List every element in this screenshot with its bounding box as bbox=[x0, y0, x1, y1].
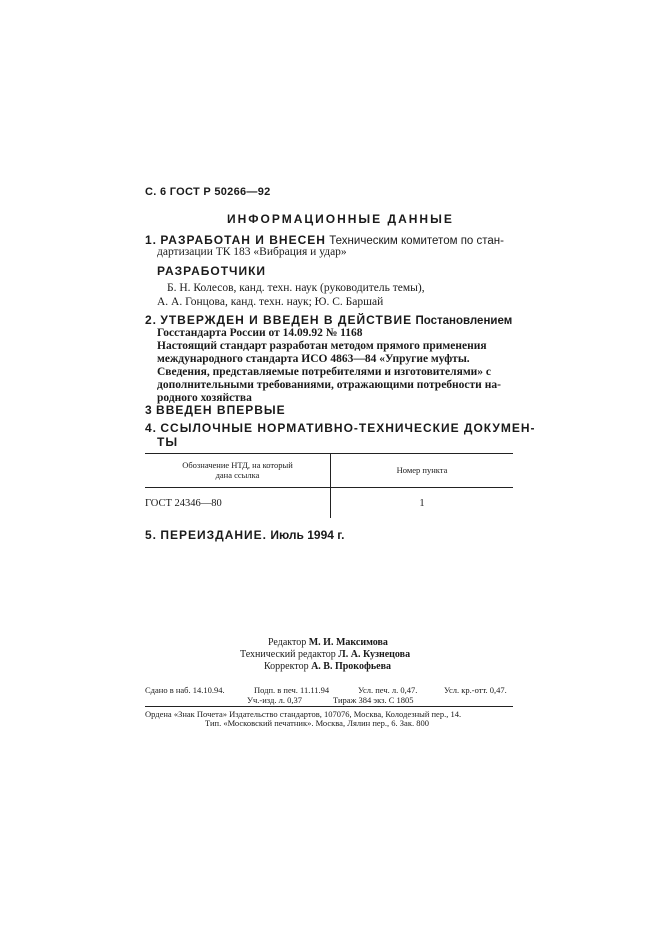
publisher-line-2: Тип. «Московский печатник». Москва, Лялин пер., 6. Зак. 800 bbox=[205, 718, 429, 728]
section-3-number: 3 bbox=[145, 403, 153, 417]
imprint-signed: Подп. в печ. 11.11.94 bbox=[254, 685, 330, 695]
imprint-print-sheets: Усл. печ. л. 0,47. bbox=[358, 685, 418, 695]
section-1-number: 1. bbox=[145, 233, 158, 247]
table-row bbox=[145, 488, 513, 519]
section-1-text: Техническим комитетом по стан- bbox=[329, 235, 504, 247]
imprint-run: Тираж 384 экз. С 1805 bbox=[333, 695, 414, 705]
editor-name: М. И. Максимова bbox=[308, 637, 388, 648]
section-4-line-2: ТЫ bbox=[157, 435, 179, 449]
table-header-document bbox=[145, 454, 331, 488]
publisher-line-1: Ордена «Знак Почета» Издательство стандартов, 107076, Москва, Колодезный пер., 14. bbox=[145, 709, 462, 719]
section-4-label: ССЫЛОЧНЫЕ НОРМАТИВНО-ТЕХНИЧЕСКИЕ ДОКУМЕН- bbox=[160, 421, 536, 435]
section-3-label: ВВЕДЕН ВПЕРВЫЕ bbox=[156, 403, 286, 417]
developers-heading: РАЗРАБОТЧИКИ bbox=[157, 264, 267, 278]
section-4-line-1 bbox=[145, 421, 536, 435]
table-header-document-line-2: дана ссылка bbox=[215, 469, 260, 480]
table-header-document-line-1: Обозначение НТД, на который bbox=[182, 459, 293, 470]
section-1-line-2: дартизации ТК 183 «Вибрация и удар» bbox=[157, 246, 347, 258]
section-2-line-3: Настоящий стандарт разработан методом прямого применения bbox=[157, 340, 487, 352]
document-title: ИНФОРМАЦИОННЫЕ ДАННЫЕ bbox=[227, 212, 454, 226]
section-2-line-5: Сведения, представляемые потребителями и изготовителями» с bbox=[157, 366, 492, 378]
editor-line bbox=[268, 637, 388, 648]
section-2-number: 2. bbox=[145, 313, 158, 327]
page-header: С. 6 ГОСТ Р 50266—92 bbox=[145, 186, 271, 198]
developers-line-1: Б. Н. Колесов, канд. техн. наук (руководитель темы), bbox=[167, 282, 425, 294]
corrector-line bbox=[264, 661, 391, 672]
reference-documents-table bbox=[145, 453, 513, 518]
technical-editor-role: Технический редактор bbox=[240, 649, 336, 660]
corrector-role: Корректор bbox=[264, 661, 309, 672]
technical-editor-name: Л. А. Кузнецова bbox=[338, 649, 411, 660]
imprint-divider bbox=[145, 706, 513, 707]
table-header-row bbox=[145, 454, 513, 488]
section-2-line-6: дополнительными требованиями, отражающими потребности на- bbox=[157, 379, 501, 391]
imprint-edit-sheets: Уч.-изд. л. 0,37 bbox=[247, 695, 302, 705]
technical-editor-line bbox=[240, 649, 410, 660]
section-2-line-7: родного хозяйства bbox=[157, 392, 252, 404]
section-4-number: 4. bbox=[145, 421, 158, 435]
corrector-name: А. В. Прокофьева bbox=[311, 661, 391, 672]
section-2-line-2: Госстандарта России от 14.09.92 № 1168 bbox=[157, 327, 363, 339]
section-5-number: 5. bbox=[145, 528, 158, 542]
editor-role: Редактор bbox=[268, 637, 307, 648]
section-2-text: Постановлением bbox=[415, 315, 513, 327]
section-5 bbox=[145, 528, 344, 542]
table-header-clause: Номер пункта bbox=[396, 464, 448, 475]
section-5-label: ПЕРЕИЗДАНИЕ. bbox=[160, 528, 267, 542]
imprint-handed: Сдано в наб. 14.10.94. bbox=[145, 685, 225, 695]
section-5-text: Июль 1994 г. bbox=[270, 528, 345, 542]
imprint-color-prints: Усл. кр.-отт. 0,47. bbox=[444, 685, 507, 695]
developers-line-2: А. А. Гонцова, канд. техн. наук; Ю. С. Баршай bbox=[157, 296, 384, 308]
section-2-label: УТВЕРЖДЕН И ВВЕДЕН В ДЕЙСТВИЕ bbox=[160, 313, 413, 327]
section-2-line-1 bbox=[145, 313, 512, 327]
section-3 bbox=[145, 403, 286, 417]
section-1-line-1 bbox=[145, 233, 504, 247]
table-cell-document: ГОСТ 24346—80 bbox=[145, 488, 331, 519]
section-2-line-4: международного стандарта ИСО 4863—84 «Упругие муфты. bbox=[157, 353, 470, 365]
table-cell-clause: 1 bbox=[419, 497, 425, 509]
section-1-label: РАЗРАБОТАН И ВНЕСЕН bbox=[160, 233, 326, 247]
